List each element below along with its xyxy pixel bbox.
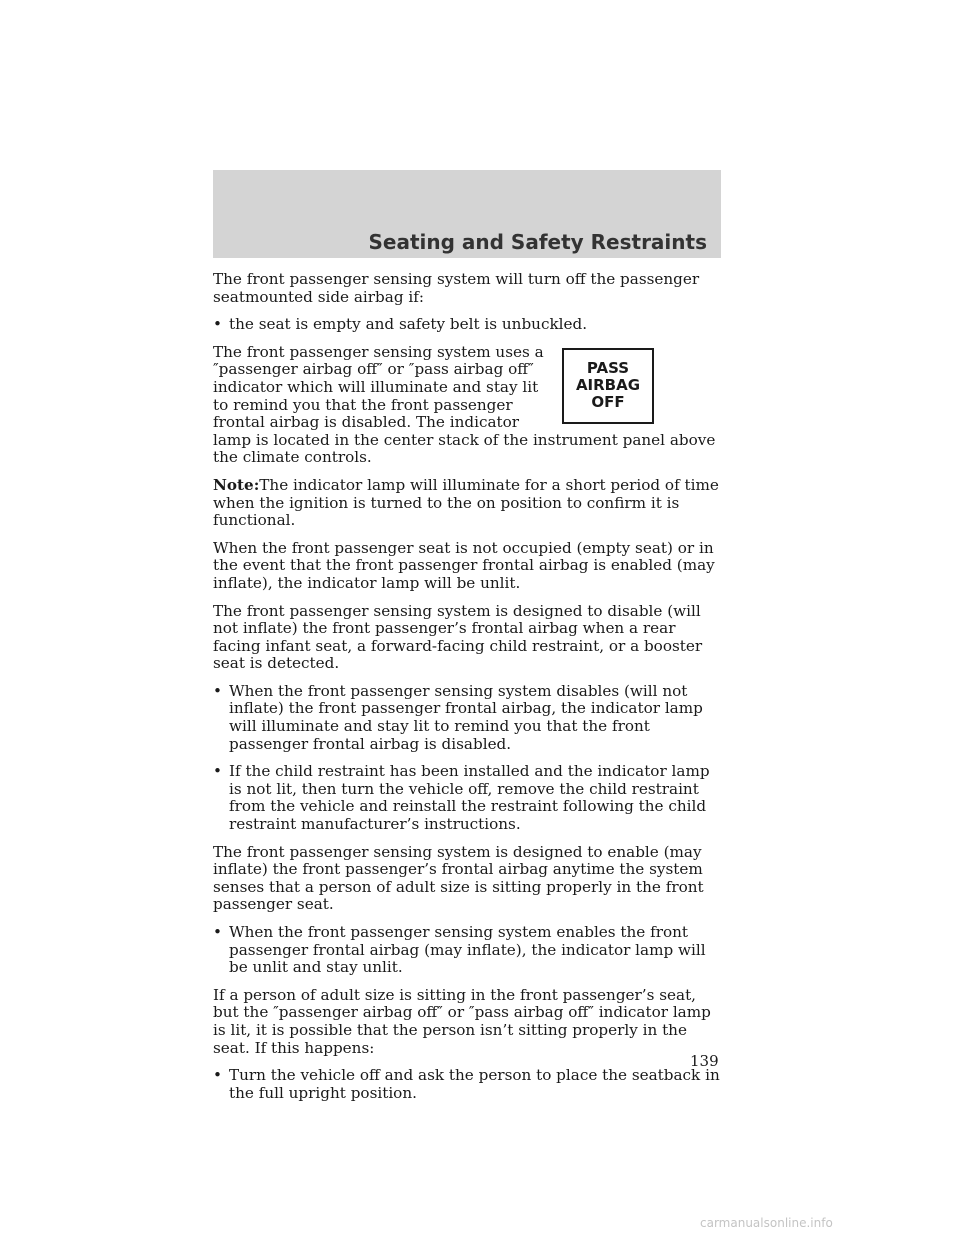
page-number: 139 [690, 1052, 719, 1070]
indicator-line-1: PASS [586, 359, 630, 378]
bullet-item [213, 924, 725, 977]
disable-paragraph: The front passenger sensing system is designed to disable (will not inflate) the front passenger’s frontal airbag when a rear facing infant seat, a forward-facing child restraint, or a booster seat is detected. [213, 601, 703, 673]
bullet-text: the seat is empty and safety belt is unbuckled. [229, 315, 588, 334]
bullet-item [213, 1067, 725, 1102]
bullet-icon: • [213, 762, 222, 781]
bullet-item [213, 683, 725, 753]
bullet-icon: • [213, 1066, 222, 1085]
note-label: Note: [213, 475, 260, 494]
watermark: carmanualsonline.info [700, 1216, 833, 1230]
bullet-text: If the child restraint has been installed and the indicator lamp is not lit, then turn the vehicle off, remove the child restraint from the vehicle and reinstall the restraint following the child restraint manufacturer’s instructions. [229, 762, 710, 834]
note-paragraph [213, 477, 725, 530]
bullet-icon: • [213, 315, 222, 334]
enable-paragraph: The front passenger sensing system is designed to enable (may inflate) the front passenger’s frontal airbag anytime the system senses that a person of adult size is sitting properly in the front passenger seat. [213, 842, 704, 914]
indicator-paragraph: The front passenger sensing system uses a ″passenger airbag off″ or ″pass airbag off″ indicator which will illuminate and stay lit to remind you that the front passenger frontal airbag is disabled. The indicator lamp is located in the center stack of the instrument panel above the climate controls. [213, 342, 716, 467]
bullet-text: Turn the vehicle off and ask the person to place the seatback in the full upright position. [229, 1066, 720, 1102]
bullet-text: When the front passenger sensing system disables (will not inflate) the front passenger frontal airbag, the indicator lamp will illuminate and stay lit to remind you that the front passenger frontal airbag is disabled. [229, 681, 703, 753]
bullet-icon: • [213, 923, 222, 941]
indicator-line-2: AIRBAG [575, 376, 641, 395]
note-text: The indicator lamp will illuminate for a short period of time when the ignition is turned to the on position to confirm it is functional. [213, 475, 719, 530]
bullet-text: When the front passenger sensing system enables the front passenger frontal airbag (may inflate), the indicator lamp will be unlit and stay unlit. [229, 923, 706, 977]
unlit-paragraph: When the front passenger seat is not occupied (empty seat) or in the event that the front passenger frontal airbag is enabled (may inflate), the indicator lamp will be unlit. [213, 538, 715, 592]
section-title: Seating and Safety Restraints [368, 230, 707, 254]
pass-airbag-off-indicator [562, 348, 654, 424]
bullet-item [213, 763, 725, 833]
section-header-band [213, 170, 721, 258]
bullet-item [213, 316, 725, 334]
page-content [213, 271, 725, 1112]
bullet-icon: • [213, 681, 222, 700]
intro-paragraph: The front passenger sensing system will turn off the passenger seatmounted side airbag if: [213, 270, 700, 306]
adult-paragraph: If a person of adult size is sitting in the front passenger’s seat, but the ″passenger airbag off″ or ″pass airbag off″ indicator lamp is lit, it is possible that the person isn’t sitting properly in the seat. If this happens: [213, 985, 711, 1057]
indicator-line-3: OFF [591, 393, 625, 412]
